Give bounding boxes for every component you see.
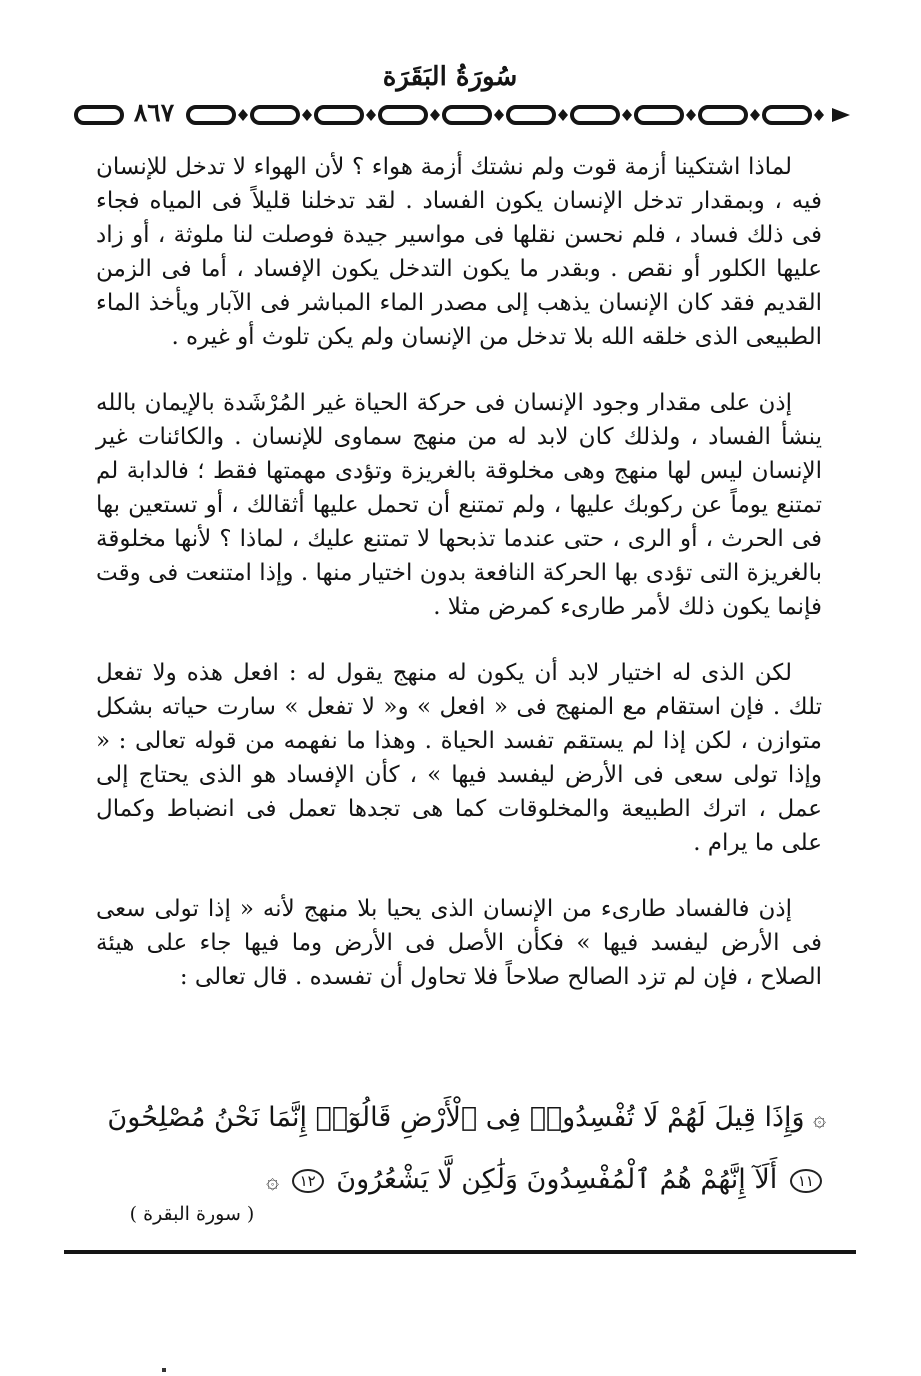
- verse-number-12: ١٢: [292, 1169, 324, 1193]
- ornament-bar: [70, 98, 852, 132]
- surah-title: سُورَةُ البَقَرَة: [382, 62, 518, 92]
- verse-number-11: ١١: [790, 1169, 822, 1193]
- body-text: [96, 150, 822, 1026]
- verse-open-mark-icon: ۞: [813, 1107, 826, 1132]
- quran-verse: [96, 1088, 826, 1212]
- paragraph-4: إذن فالفساد طارىء من الإنسان الذى يحيا بلا منهج لأنه « إذا تولى سعى فى الأرض ليفسد فيها » فكأن الأصل فى الأرض وما فيها جاء على هيئة الصلاح ، فإن لم تزد الصالح صلاحاً فلا تحاول أن تفسده . قال تعالى :: [96, 896, 822, 990]
- paragraph-2: إذن على مقدار وجود الإنسان فى حركة الحياة غير المُرْشَدة بالإيمان بالله ينشأ الفساد ، ولذلك كان لابد له من منهج سماوى للإنسان . والكائنات غير الإنسان ليس لها منهج وهى مخلوقة بالغريزة وتؤدى مهمتها فقط ؛ فالدابة لم تمتنع يوماً عن ركوبك عليها ، ولم تمتنع أن تحمل عليها أثقالك ، أو تستعين بها فى الحرث ، أو الرى ، حتى عندما تذبحها لا تمتنع عليك ، لماذا ؟ لأنها مخلوقة بالغريزة التى تؤدى بها الحركة النافعة بدون اختيار منها . وإذا امتنعت فى وقت فإنما يكون ذلك لأمر طارىء كمرض مثلا .: [96, 390, 822, 620]
- verse-close-mark-icon: ۞: [266, 1169, 279, 1194]
- surah-reference: ( سورة البقرة ): [129, 1203, 255, 1225]
- verse-text-part1: وَإِذَا قِيلَ لَهُمْ لَا تُفْسِدُوا۟ فِى ٱلْأَرْضِ قَالُوٓا۟ إِنَّمَا نَحْنُ مُصْلِحُونَ: [107, 1102, 805, 1133]
- paragraph-3: لكن الذى له اختيار لابد أن يكون له منهج يقول له : افعل هذه ولا تفعل تلك . فإن استقام مع المنهج فى « افعل » و« لا تفعل » سارت حياته بشكل متوازن ، لكن إذا لم يستقم تفسد الحياة . وهذا ما نفهمه من قوله تعالى : « وإذا تولى سعى فى الأرض ليفسد فيها » ، كأن الإفساد هو الذى يحتاج إلى عمل ، اترك الطبيعة والمخلوقات كما هى تجدها تعمل فى انضباط وكمال على ما يرام .: [96, 660, 822, 856]
- footer-divider: [64, 1250, 856, 1254]
- page-number: ٨٦٧: [126, 96, 182, 130]
- paragraph-1: لماذا اشتكينا أزمة قوت ولم نشتك أزمة هواء ؟ لأن الهواء لا تدخل للإنسان فيه ، وبمقدار تدخل الإنسان يكون الفساد . لقد تدخلنا قليلاً فى المياه فجاء فى ذلك فساد ، فلم نحسن نقلها فى مواسير جيدة فوصلت لنا ملوثة ، أو زاد عليها الكلور أو نقص . وبقدر ما يكون التدخل يكون الإفساد ، أما فى الزمن القديم فقد كان الإنسان يذهب إلى مصدر الماء المباشر فى الآبار ويأخذ الماء الطبيعى الذى خلقه الله بلا تدخل من الإنسان ولم يكن تلوث أو غيره .: [96, 154, 822, 350]
- scan-speck: [162, 1368, 166, 1372]
- verse-text-part2: أَلَآ إِنَّهُمْ هُمُ ٱلْمُفْسِدُونَ وَلَٰكِن لَّا يَشْعُرُونَ: [336, 1164, 778, 1195]
